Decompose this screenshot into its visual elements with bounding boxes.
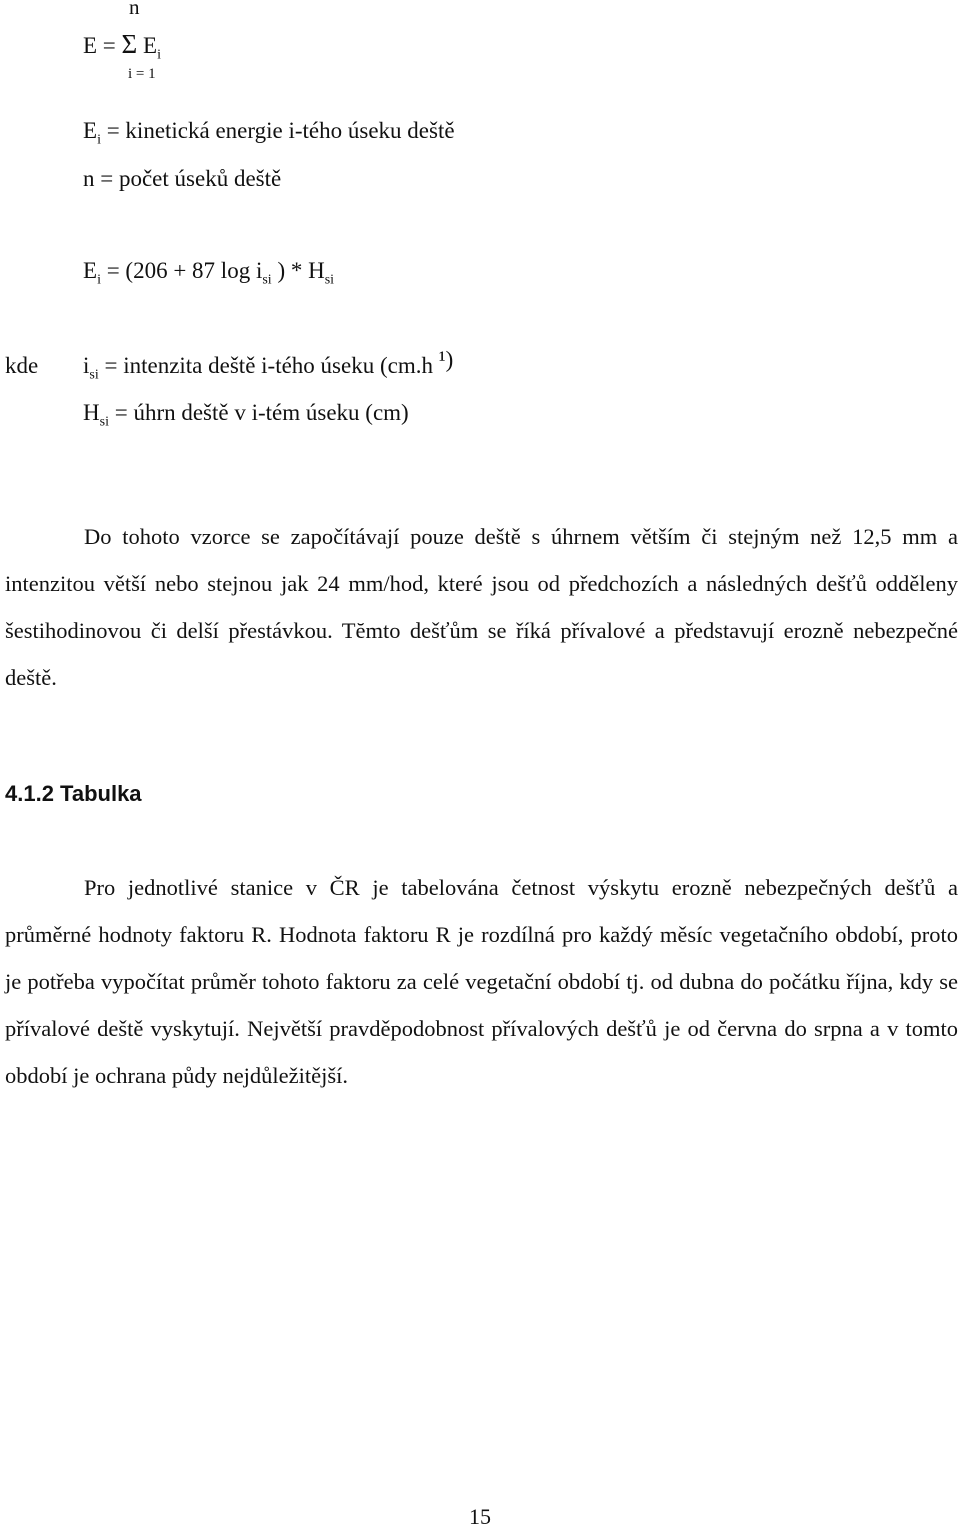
definition-ei <box>83 117 455 155</box>
energy-b: = (206 + 87 log i <box>100 258 263 283</box>
energy-c: ) * H <box>271 258 325 283</box>
where-symbol-sub: si <box>99 414 109 430</box>
sum-upper-limit: n <box>129 0 140 19</box>
paragraph-table-description <box>5 864 958 1099</box>
definition-text: = kinetická energie i-tého úseku deště <box>100 118 455 143</box>
sum-term: E <box>143 33 158 58</box>
page-number: 15 <box>469 1504 491 1529</box>
energy-a-sub: i <box>97 272 101 288</box>
definition-n <box>83 165 281 193</box>
sum-lhs: E = <box>83 33 122 58</box>
where-text: = intenzita deště i-tého úseku (cm.h <box>98 353 433 378</box>
where-line-intensity <box>83 347 454 390</box>
where-label: kde <box>5 353 39 378</box>
sum-term-sub: i <box>157 47 161 63</box>
definition-symbol: E <box>83 118 98 143</box>
where-text-tail: ¹) <box>432 347 454 372</box>
energy-b-sub: si <box>262 272 272 288</box>
sum-lower-limit: i = 1 <box>128 66 156 82</box>
definition-symbol-sub: i <box>97 132 101 148</box>
where-symbol-sub: si <box>89 367 99 383</box>
where-symbol: H <box>83 400 100 425</box>
energy-formula <box>83 257 334 295</box>
section-heading: 4.1.2 Tabulka <box>5 781 142 806</box>
where-text: = úhrn deště v i-tém úseku (cm) <box>108 400 409 425</box>
paragraph-text: Do tohoto vzorce se započítávají pouze deště s úhrnem větším či stejným než 12,5 mm a intenzitou větší nebo stejnou jak 24 mm/hod, které jsou od předchozích a následných dešťů odděleny šestihodinovou či delší přestávkou. Tĕmto dešťům se říká přívalové a představují erozně nebezpečné deště. <box>5 524 958 690</box>
where-line-total <box>83 399 409 437</box>
paragraph-rainfall-criteria <box>5 513 958 701</box>
sigma-symbol: Σ <box>121 29 138 59</box>
energy-a: E <box>83 258 98 283</box>
where-symbol: i <box>83 353 90 378</box>
paragraph-text: Pro jednotlivé stanice v ČR je tabelována četnost výskytu erozně nebezpečných dešťů a průměrné hodnoty faktoru R. Hodnota faktoru R je rozdílná pro každý měsíc vegetačního období, proto je potřeba vypočítat průměr tohoto faktoru za celé vegetační období tj. od dubna do počátku října, kdy se přívalové deště vyskytují. Největší pravděpodobnost přívalových dešťů je od června do srpna a v tomto období je ochrana půdy nejdůležitější. <box>5 875 958 1088</box>
energy-c-sub: si <box>324 272 335 288</box>
definition-text: n = počet úseků deště <box>83 166 282 191</box>
